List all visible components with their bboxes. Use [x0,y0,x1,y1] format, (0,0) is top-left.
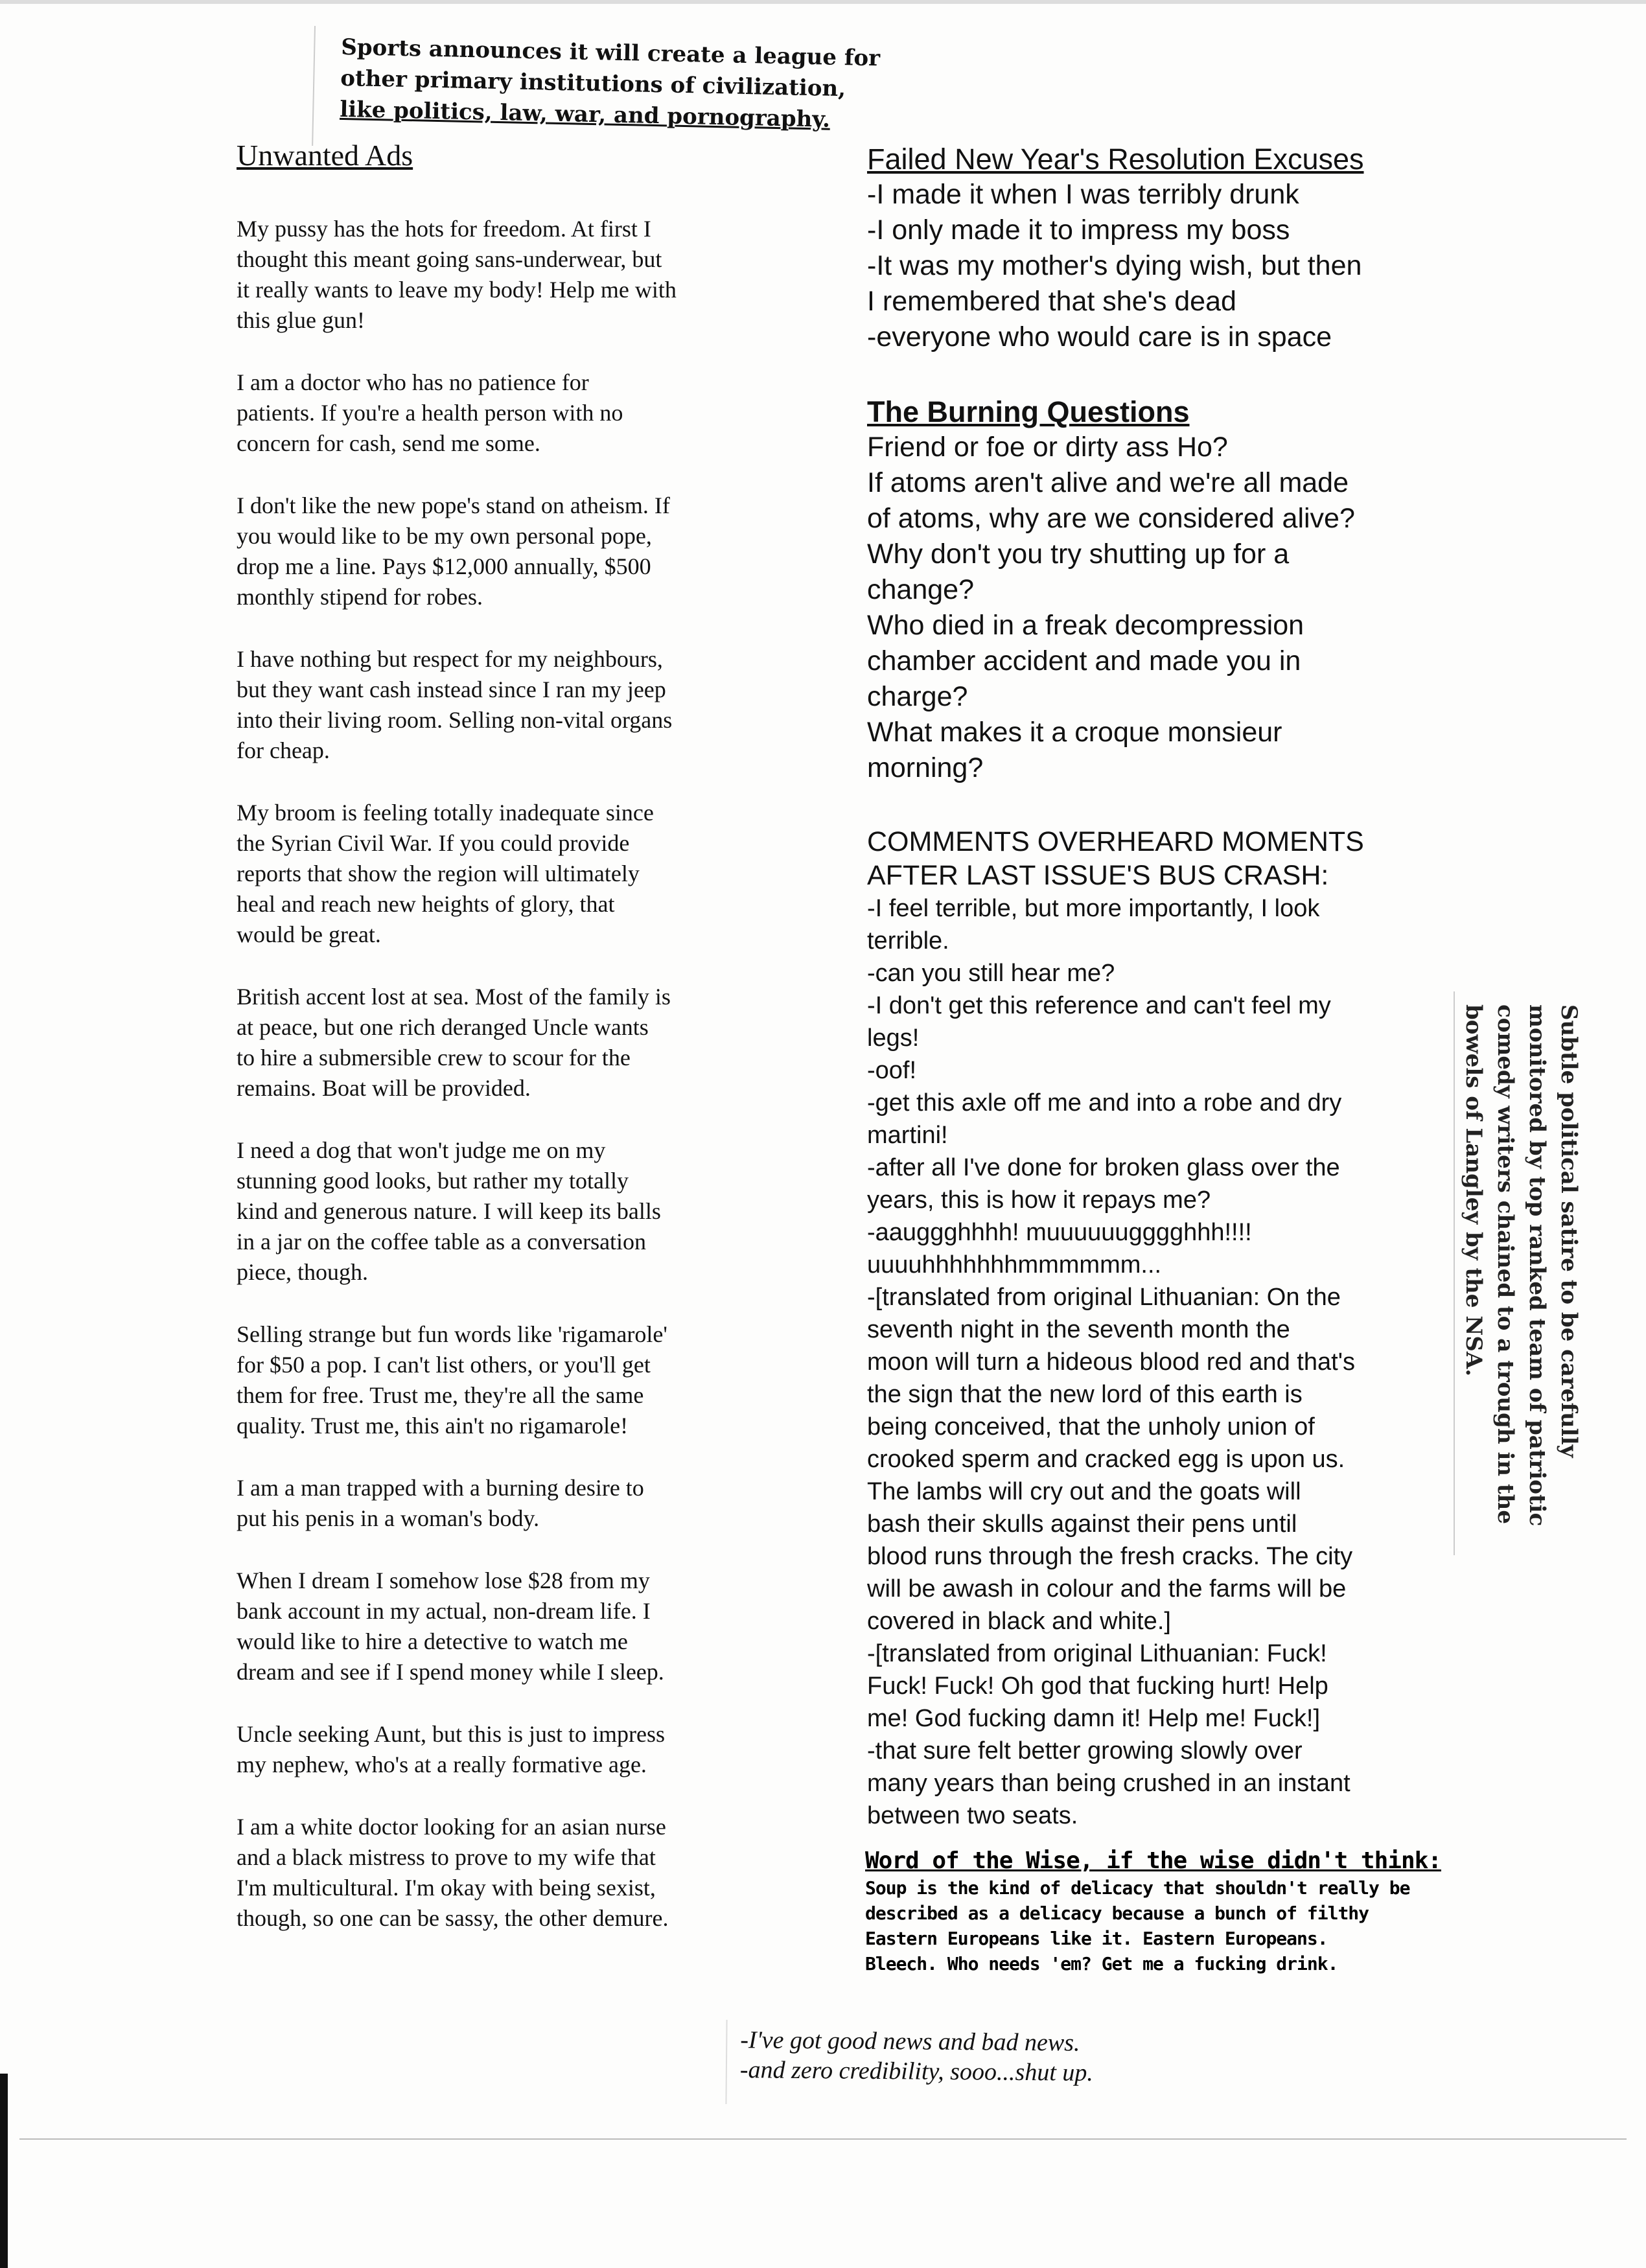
resolutions-list [867,177,1450,355]
ad-line: I am a white doctor looking for an asian nurse [237,1814,666,1840]
ad-line: them for free. Trust me, they're all the same [237,1382,644,1408]
wise-line: Soup is the kind of delicacy that shouldn't really be [865,1877,1410,1899]
resolution-line: -It was my mother's dying wish, but then [867,250,1362,281]
question-line: Friend or foe or dirty ass Ho? [867,432,1228,463]
wise-line: Eastern Europeans like it. Eastern Europeans. [865,1928,1328,1949]
resolutions-title: Failed New Year's Resolution Excuses [867,143,1364,176]
ad-line: it really wants to leave my body! Help me with [237,277,677,303]
bottom-clip-line: -and zero credibility, sooo...shut up. [739,2056,1094,2087]
comment-line: -aauggghhhh! muuuuuugggghhh!!!! [867,1219,1252,1246]
word-of-the-wise [865,1847,1448,1976]
comment-line: being conceived, that the unholy union of [867,1413,1315,1441]
right-column [867,141,1450,1871]
ad-line: I am a man trapped with a burning desire to [237,1475,644,1501]
ad-line: the Syrian Civil War. If you could provide [237,830,630,856]
question-line: change? [867,574,974,605]
unwanted-ads-column [237,136,794,1965]
burning-questions-title: The Burning Questions [867,395,1190,428]
ad-line: into their living room. Selling non-vital organs [237,707,673,733]
comment-line: -can you still hear me? [867,960,1115,987]
ad-item [237,1719,794,1780]
wise-line: Bleech. Who needs 'em? Get me a fucking drink. [865,1953,1338,1974]
wise-title: Word of the Wise, if the wise didn't think: [865,1847,1441,1874]
side-clipping [1454,991,1590,1555]
ad-line: I'm multicultural. I'm okay with being sexist, [237,1875,656,1901]
question-line: of atoms, why are we considered alive? [867,503,1355,534]
ad-item [237,1473,794,1534]
comment-line: seventh night in the seventh month the [867,1316,1290,1343]
ad-item [237,798,794,950]
resolution-line: I remembered that she's dead [867,286,1236,317]
ad-line: kind and generous nature. I will keep its balls [237,1198,661,1224]
comment-line: -I don't get this reference and can't feel my [867,992,1331,1019]
comment-line: -after all I've done for broken glass over the [867,1154,1340,1181]
headline-line: like politics, law, war, and pornography. [339,96,831,133]
ad-line: would be great. [237,921,381,947]
ad-line: you would like to be my own personal pope, [237,523,652,549]
burning-questions-list [867,430,1450,786]
ads-list [237,214,794,1934]
ad-line: concern for cash, send me some. [237,430,540,456]
ad-line: I don't like the new pope's stand on atheism. If [237,492,670,518]
comments-list [867,892,1450,1832]
burning-questions-section [867,394,1450,786]
ad-item [237,644,794,766]
ad-line: stunning good looks, but rather my totally [237,1168,629,1194]
question-line: Why don't you try shutting up for a [867,538,1290,570]
unwanted-ads-title: Unwanted Ads [237,139,413,172]
comment-line: -that sure felt better growing slowly over [867,1737,1303,1765]
comments-title-line: COMMENTS OVERHEARD MOMENTS [867,826,1364,857]
ad-line: put his penis in a woman's body. [237,1505,540,1531]
ad-line: drop me a line. Pays $12,000 annually, $500 [237,553,651,579]
ad-line: I am a doctor who has no patience for [237,369,589,395]
comment-line: The lambs will cry out and the goats will [867,1478,1301,1505]
side-clip-line: monitored by top ranked team of patriotic [1524,1004,1550,1527]
resolution-line: -I only made it to impress my boss [867,214,1290,246]
ad-item [237,214,794,336]
headline-line: Sports announces it will create a league for [340,34,881,72]
resolutions-section [867,141,1450,355]
ad-line: When I dream I somehow lose $28 from my [237,1568,650,1593]
ad-item [237,1319,794,1441]
comments-section [867,825,1450,1832]
comment-line: bash their skulls against their pens until [867,1510,1297,1538]
comment-line: covered in black and white.] [867,1608,1171,1635]
comment-line: will be awash in colour and the farms will be [867,1575,1347,1603]
ad-line: in a jar on the coffee table as a conversation [237,1229,647,1255]
comment-line: many years than being crushed in an instant [867,1770,1350,1797]
wise-line: described as a delicacy because a bunch of filthy [865,1903,1369,1924]
comment-line: terrible. [867,927,949,955]
ad-line: at peace, but one rich deranged Uncle wants [237,1014,649,1040]
comment-line: me! God fucking damn it! Help me! Fuck!] [867,1705,1321,1732]
ad-line: for $50 a pop. I can't list others, or you'll get [237,1352,651,1378]
page-left-edge [0,2074,8,2268]
question-line: morning? [867,752,984,783]
ad-line: to hire a submersible crew to scour for the [237,1045,631,1070]
comments-title-line: AFTER LAST ISSUE'S BUS CRASH: [867,860,1329,891]
question-line: chamber accident and made you in [867,645,1301,677]
question-line: Who died in a freak decompression [867,610,1304,641]
question-line: What makes it a croque monsieur [867,717,1282,748]
comment-line: blood runs through the fresh cracks. The city [867,1543,1353,1570]
bottom-clipping [725,2020,1179,2108]
ad-line: this glue gun! [237,307,365,333]
question-line: charge? [867,681,968,712]
ad-line: my nephew, who's at a really formative age. [237,1752,647,1777]
comment-line: between two seats. [867,1802,1078,1829]
wise-text [865,1875,1448,1976]
side-clip-line: comedy writers chained to a trough in the [1492,1004,1518,1524]
comment-line: -oof! [867,1057,917,1084]
ad-line: reports that show the region will ultimately [237,861,640,886]
page-top-edge [0,0,1646,4]
ad-item [237,982,794,1104]
comment-line: martini! [867,1122,948,1149]
ad-line: dream and see if I spend money while I sleep. [237,1659,664,1685]
ad-line: thought this meant going sans-underwear, but [237,246,662,272]
ad-line: monthly stipend for robes. [237,584,483,610]
ad-line: bank account in my actual, non-dream life. I [237,1598,651,1624]
ad-item [237,367,794,459]
ad-line: remains. Boat will be provided. [237,1075,531,1101]
comment-line: moon will turn a hideous blood red and that's [867,1348,1355,1376]
bottom-rule [19,2138,1627,2140]
comment-line: crooked sperm and cracked egg is upon us. [867,1446,1345,1473]
comment-line: -[translated from original Lithuanian: On the [867,1284,1341,1311]
headline-line: other primary institutions of civilization, [340,65,846,102]
resolution-line: -I made it when I was terribly drunk [867,179,1299,210]
comment-line: -get this axle off me and into a robe and dry [867,1089,1342,1117]
comment-line: -[translated from original Lithuanian: Fuck! [867,1640,1327,1667]
resolution-line: -everyone who would care is in space [867,321,1332,353]
ad-line: My broom is feeling totally inadequate since [237,800,654,826]
ad-item [237,491,794,612]
ad-line: Selling strange but fun words like 'rigamarole' [237,1321,667,1347]
question-line: If atoms aren't alive and we're all made [867,467,1349,498]
comment-line: Fuck! Fuck! Oh god that fucking hurt! Help [867,1672,1328,1700]
side-clip-line: bowels of Langley by the NSA. [1461,1004,1487,1377]
ad-line: though, so one can be sassy, the other demure. [237,1905,669,1931]
ad-line: patients. If you're a health person with no [237,400,623,426]
ad-item [237,1566,794,1687]
ad-line: but they want cash instead since I ran my jeep [237,677,666,702]
ad-line: would like to hire a detective to watch me [237,1628,628,1654]
comment-line: -I feel terrible, but more importantly, I look [867,895,1320,922]
ad-line: I need a dog that won't judge me on my [237,1137,606,1163]
ad-line: for cheap. [237,737,330,763]
bottom-clip-line: -I've got good news and bad news. [740,2026,1080,2057]
ad-line: I have nothing but respect for my neighbours, [237,646,663,672]
ad-line: My pussy has the hots for freedom. At first I [237,216,651,242]
comment-line: the sign that the new lord of this earth is [867,1381,1303,1408]
ad-item [237,1812,794,1934]
comment-line: legs! [867,1024,920,1052]
ad-line: British accent lost at sea. Most of the family is [237,984,671,1010]
ad-line: quality. Trust me, this ain't no rigamarole! [237,1413,629,1439]
comment-line: uuuuhhhhhhhmmmmmm... [867,1251,1162,1279]
side-clip-line: Subtle political satire to be carefully [1556,1004,1582,1458]
ad-line: heal and reach new heights of glory, that [237,891,615,917]
ad-item [237,1135,794,1288]
ad-line: piece, though. [237,1259,368,1285]
ad-line: and a black mistress to prove to my wife that [237,1844,656,1870]
ad-line: Uncle seeking Aunt, but this is just to impress [237,1721,665,1747]
comment-line: years, this is how it repays me? [867,1186,1211,1214]
